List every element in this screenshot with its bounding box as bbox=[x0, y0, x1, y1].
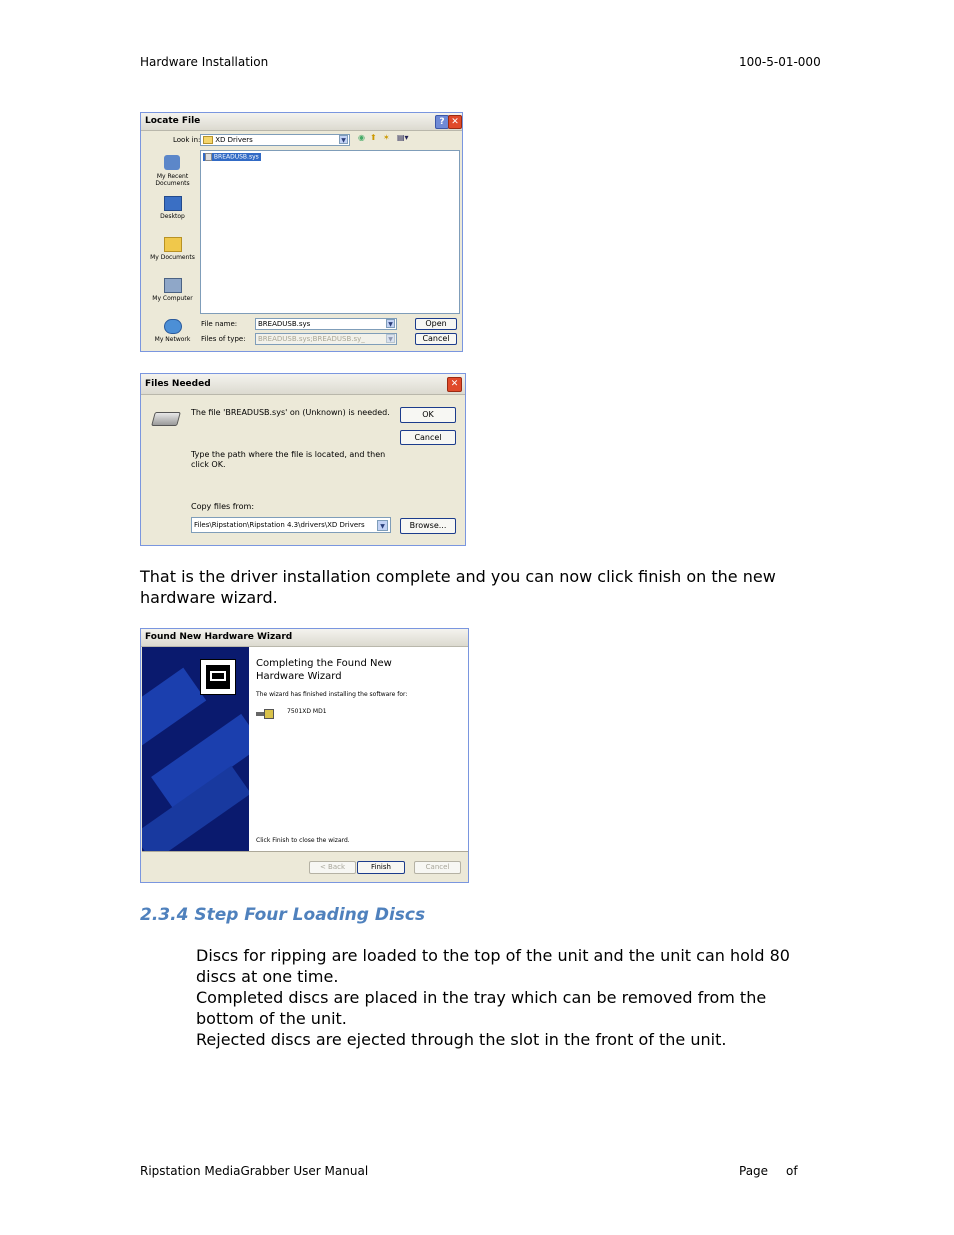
my-network-icon[interactable] bbox=[164, 319, 182, 334]
section-heading: 2.3.4 Step Four Loading Discs bbox=[140, 905, 426, 925]
finish-button[interactable]: Finish bbox=[357, 861, 405, 874]
footer-page-label: Page bbox=[739, 1164, 769, 1178]
new-folder-icon[interactable]: ✶ bbox=[383, 133, 390, 142]
copy-files-label: Copy files from: bbox=[191, 502, 255, 511]
cancel-button[interactable]: Cancel bbox=[400, 430, 456, 445]
wizard-heading: Completing the Found New Hardware Wizard bbox=[256, 658, 392, 682]
wizard-titlebar: Found New Hardware Wizard bbox=[141, 629, 468, 647]
disk-drive-icon bbox=[151, 412, 181, 426]
file-item[interactable] bbox=[203, 153, 261, 161]
ok-button[interactable]: OK bbox=[400, 407, 456, 423]
files-needed-instruction: Type the path where the file is located, and then click OK. bbox=[191, 450, 386, 469]
hardware-wizard-dialog bbox=[140, 628, 469, 883]
help-icon[interactable]: ? bbox=[435, 115, 449, 129]
panel-stripe bbox=[142, 668, 206, 747]
views-menu-icon[interactable]: ▤▾ bbox=[397, 133, 409, 142]
my-documents-icon[interactable] bbox=[164, 237, 182, 252]
wizard-footer-text: Click Finish to close the wizard. bbox=[256, 837, 350, 844]
place-my-network[interactable]: My Network bbox=[154, 336, 191, 343]
recent-documents-icon[interactable] bbox=[164, 155, 180, 170]
usb-device-icon bbox=[256, 709, 276, 719]
look-in-select[interactable] bbox=[200, 134, 350, 146]
intro-paragraph: That is the driver installation complete and you can now click finish on the new hardware wizard. bbox=[140, 567, 776, 607]
look-in-value: XD Drivers bbox=[215, 136, 253, 144]
file-icon bbox=[205, 153, 212, 161]
wizard-subtext: The wizard has finished installing the software for: bbox=[256, 691, 408, 698]
place-my-documents[interactable]: My Documents bbox=[150, 254, 195, 261]
close-icon[interactable]: ✕ bbox=[447, 377, 462, 392]
locate-file-titlebar: Locate File bbox=[141, 113, 462, 131]
file-list[interactable] bbox=[200, 150, 460, 314]
files-needed-titlebar: Files Needed bbox=[141, 374, 465, 395]
file-type-chevron-icon[interactable]: ▼ bbox=[386, 334, 395, 343]
files-needed-dialog bbox=[140, 373, 466, 546]
wizard-divider bbox=[142, 851, 468, 852]
hardware-wizard-icon bbox=[200, 659, 236, 695]
back-icon[interactable]: ◉ bbox=[358, 133, 365, 142]
file-type-select[interactable]: BREADUSB.sys;BREADUSB.sy_ bbox=[255, 333, 397, 345]
footer-of-label: of bbox=[786, 1164, 798, 1178]
header-right: 100-5-01-000 bbox=[739, 55, 821, 69]
my-computer-icon[interactable] bbox=[164, 278, 182, 293]
bullet-item: Rejected discs are ejected through the slot in the front of the unit. bbox=[196, 1030, 727, 1049]
file-name-label: File name: bbox=[201, 320, 238, 328]
bullet-item: Discs for ripping are loaded to the top of the unit and the unit can hold 80 discs at one time. bbox=[196, 946, 790, 986]
place-recent-documents[interactable]: My Recent Documents bbox=[155, 173, 190, 187]
back-button[interactable]: < Back bbox=[309, 861, 356, 874]
file-name-input[interactable]: BREADUSB.sys bbox=[255, 318, 397, 330]
cancel-button[interactable]: Cancel bbox=[415, 333, 457, 345]
desktop-icon[interactable] bbox=[164, 196, 182, 211]
file-type-label: Files of type: bbox=[201, 335, 246, 343]
place-my-computer[interactable]: My Computer bbox=[152, 295, 193, 302]
header-left: Hardware Installation bbox=[140, 55, 269, 69]
wizard-content bbox=[249, 647, 468, 851]
browse-button[interactable]: Browse... bbox=[400, 518, 456, 534]
place-desktop[interactable]: Desktop bbox=[160, 213, 185, 220]
cancel-button[interactable]: Cancel bbox=[414, 861, 461, 874]
files-needed-message: The file 'BREADUSB.sys' on (Unknown) is needed. bbox=[191, 408, 390, 417]
file-name-chevron-icon[interactable]: ▼ bbox=[386, 319, 395, 328]
footer-left: Ripstation MediaGrabber User Manual bbox=[140, 1164, 369, 1178]
up-folder-icon[interactable]: ⬆ bbox=[370, 133, 377, 142]
look-in-label: Look in: bbox=[173, 136, 201, 144]
bullet-list bbox=[196, 945, 820, 1050]
file-item-name: BREADUSB.sys bbox=[213, 153, 259, 161]
open-button[interactable]: Open bbox=[415, 318, 457, 330]
wizard-side-panel bbox=[142, 647, 249, 851]
device-name: 7501XD MD1 bbox=[287, 708, 327, 715]
chevron-down-icon[interactable]: ▼ bbox=[339, 135, 348, 144]
bullet-item: Completed discs are placed in the tray which can be removed from the bottom of the unit. bbox=[196, 988, 767, 1028]
locate-file-dialog bbox=[140, 112, 463, 352]
copy-files-chevron-icon[interactable]: ▼ bbox=[377, 520, 388, 531]
folder-icon bbox=[203, 136, 213, 144]
copy-files-input[interactable]: Files\Ripstation\Ripstation 4.3\drivers\XD Drivers bbox=[191, 517, 391, 533]
places-bar bbox=[146, 149, 199, 344]
close-icon[interactable]: ✕ bbox=[448, 115, 462, 129]
